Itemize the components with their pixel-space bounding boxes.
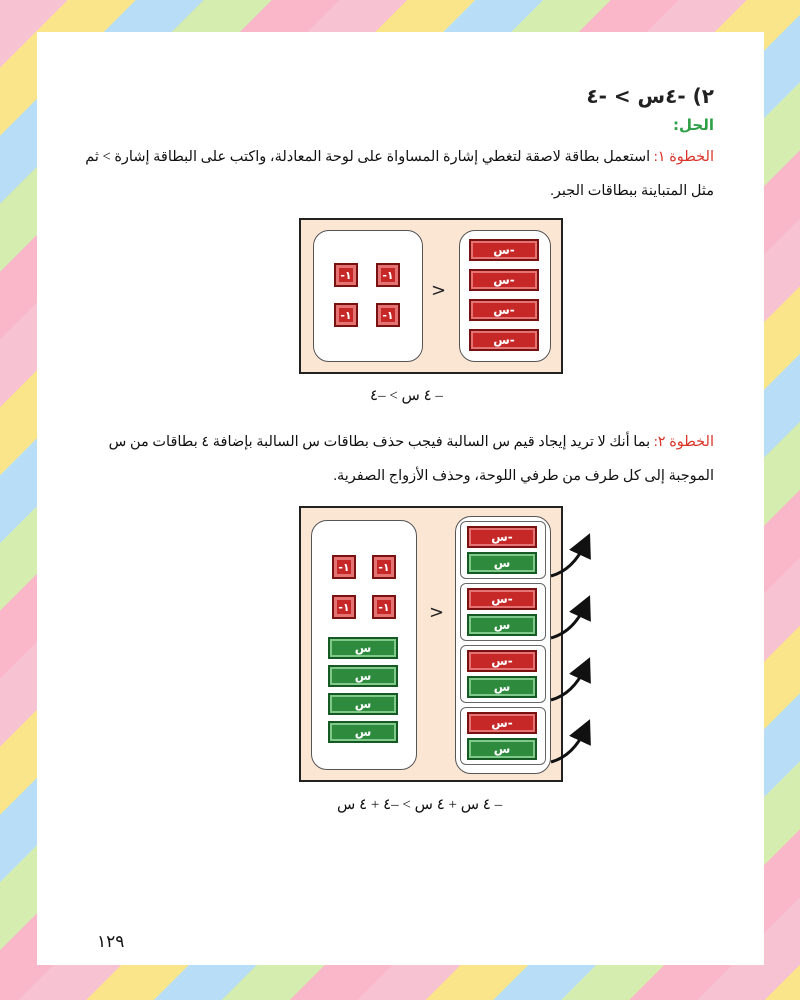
positive-x-tile: س [328, 637, 398, 659]
inequality-sign: > [431, 280, 447, 301]
inequality-sign: > [429, 602, 445, 623]
negative-x-tile: -س [467, 526, 537, 548]
step1-text: استعمل بطاقة لاصقة لتغطي إشارة المساواة على لوحة المعادلة، واكتب على البطاقة إشارة > ثم مثل المتباينة ببطاقات الجبر. [85, 149, 714, 199]
positive-x-tile: س [328, 665, 398, 687]
step2-paragraph [74, 425, 714, 493]
positive-x-tile: س [467, 614, 537, 636]
step2-text: بما أنك لا تريد إيجاد قيم س السالبة فيجب حذف بطاقات س السالبة بإضافة ٤ بطاقات من س الموجبة إلى كل طرف من طرفي اللوحة، وحذف الأزواج الصفرية. [108, 434, 714, 484]
positive-x-tile: س [467, 676, 537, 698]
step2-label: الخطوة ٢: [653, 434, 714, 450]
step1-paragraph [74, 140, 714, 208]
mat1-right-panel [459, 230, 551, 362]
solution-label: الحل: [673, 116, 714, 134]
removal-arrow-icon [551, 544, 585, 576]
positive-x-tile: س [328, 693, 398, 715]
step1-label: الخطوة ١: [653, 149, 714, 165]
negative-x-tile: -س [469, 329, 539, 351]
page-number: ١٢٩ [97, 932, 125, 951]
positive-x-tile: س [467, 552, 537, 574]
positive-x-tile: س [467, 738, 537, 760]
negative-one-tile: -١ [332, 595, 356, 619]
positive-x-tile: س [328, 721, 398, 743]
equation-mat-2 [299, 506, 563, 782]
negative-x-tile: -س [467, 712, 537, 734]
problem-statement: ٢) -٤س > -٤ [586, 84, 714, 108]
negative-one-tile: -١ [334, 263, 358, 287]
equation-2: – ٤ س + ٤ س > –٤ + ٤ س [337, 797, 503, 813]
equation-mat-1 [299, 218, 563, 374]
negative-one-tile: -١ [376, 263, 400, 287]
equation-1: – ٤ س > –٤ [370, 388, 443, 404]
removal-arrows [301, 508, 601, 780]
mat1-left-panel [313, 230, 423, 362]
negative-x-tile: -س [469, 239, 539, 261]
removal-arrow-icon [551, 606, 585, 638]
negative-one-tile: -١ [332, 555, 356, 579]
negative-one-tile: -١ [372, 555, 396, 579]
removal-arrow-icon [551, 668, 585, 700]
negative-x-tile: -س [467, 588, 537, 610]
page [37, 32, 764, 965]
negative-one-tile: -١ [372, 595, 396, 619]
negative-x-tile: -س [467, 650, 537, 672]
negative-x-tile: -س [469, 299, 539, 321]
negative-x-tile: -س [469, 269, 539, 291]
removal-arrow-icon [551, 730, 585, 762]
negative-one-tile: -١ [334, 303, 358, 327]
negative-one-tile: -١ [376, 303, 400, 327]
